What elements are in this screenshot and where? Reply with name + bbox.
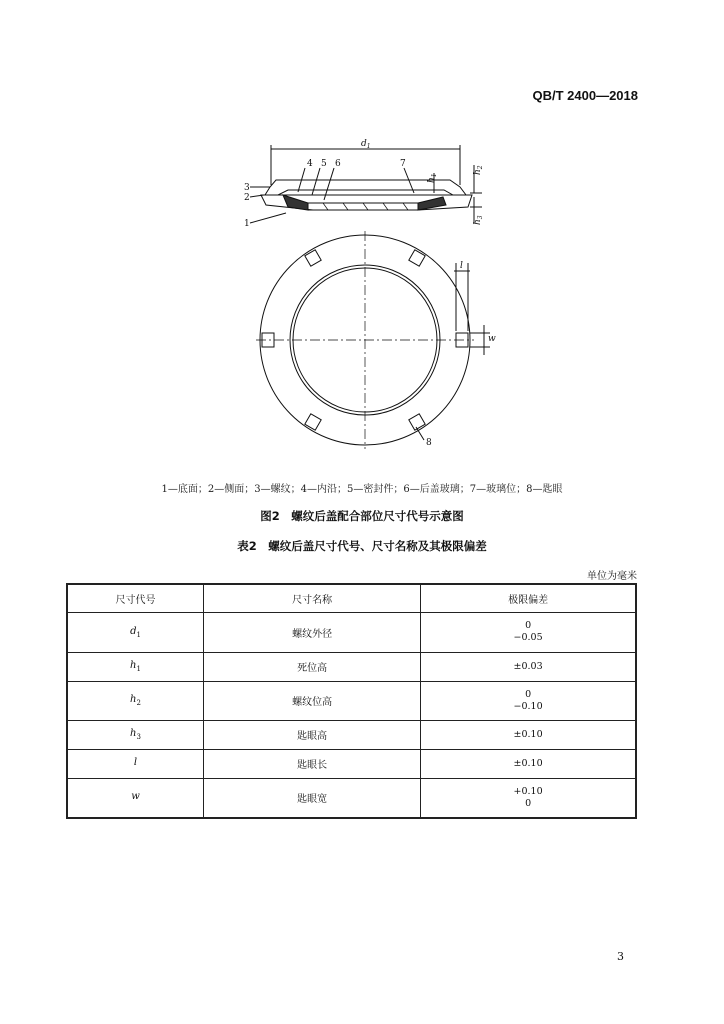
cell-name: 螺纹位高	[204, 681, 421, 720]
cell-code: w	[67, 778, 204, 818]
glass-section	[308, 203, 418, 210]
svg-text:h3: $h_3$	[473, 215, 484, 225]
callout-6: 6	[335, 159, 341, 169]
cell-code: $h_1$	[67, 652, 204, 681]
label-h2: h	[473, 169, 483, 175]
cell-name: 螺纹外径	[204, 612, 421, 652]
callout-1: 1	[244, 219, 250, 229]
callout-8: 8	[426, 438, 432, 448]
label-l: l	[460, 261, 463, 271]
tolerance-table	[66, 583, 637, 819]
cell-name: 匙眼宽	[204, 778, 421, 818]
table-caption: 表2 螺纹后盖尺寸代号、尺寸名称及其极限偏差	[237, 539, 487, 553]
cell-code: l	[67, 749, 204, 778]
svg-text:h1: $h_1$	[427, 173, 438, 183]
header-name: 尺寸名称	[204, 584, 421, 612]
table-row	[67, 652, 636, 681]
label-w: w	[488, 334, 496, 344]
cell-tolerance: ±0.10	[421, 749, 636, 778]
cell-name: 匙眼长	[204, 749, 421, 778]
callout-2: 2	[244, 193, 250, 203]
table-row	[67, 749, 636, 778]
cell-code: $h_2$	[67, 681, 204, 720]
cell-tolerance: +0.10 0	[421, 778, 636, 818]
callout-4: 4	[307, 159, 313, 169]
screw-back-cover-figure	[228, 135, 498, 455]
figure-caption: 图2 螺纹后盖配合部位尺寸代号示意图	[260, 509, 464, 523]
cell-tolerance: ±0.10	[421, 720, 636, 749]
table-row	[67, 681, 636, 720]
table-row	[67, 720, 636, 749]
standard-code: QB/T 2400—2018	[532, 88, 638, 103]
header-tolerance: 极限偏差	[421, 584, 636, 612]
cell-code: $d_1$	[67, 612, 204, 652]
label-d1: d	[361, 139, 367, 149]
cell-code: $h_3$	[67, 720, 204, 749]
header-code: 尺寸代号	[67, 584, 204, 612]
technical-drawing	[228, 135, 498, 455]
callout-7: 7	[400, 159, 406, 169]
callout-5: 5	[321, 159, 327, 169]
cell-tolerance: 0 −0.05	[421, 612, 636, 652]
cell-tolerance: ±0.03	[421, 652, 636, 681]
svg-text:h2: $h_2$	[473, 165, 484, 175]
unit-note: 单位为毫米	[587, 571, 637, 582]
table-row	[67, 612, 636, 652]
page-number: 3	[617, 950, 624, 963]
cell-name: 匙眼高	[204, 720, 421, 749]
figure-legend: 1—底面；2—侧面；3—螺纹；4—内沿；5—密封件；6—后盖玻璃；7—玻璃位；8—匙眼	[161, 484, 563, 495]
cell-tolerance: 0 −0.10	[421, 681, 636, 720]
label-h1: h	[427, 177, 437, 183]
table-row	[67, 778, 636, 818]
cell-name: 死位高	[204, 652, 421, 681]
callout-3: 3	[244, 183, 250, 193]
label-h3: h	[473, 219, 483, 225]
svg-text:d1: $d_1$	[361, 139, 371, 150]
